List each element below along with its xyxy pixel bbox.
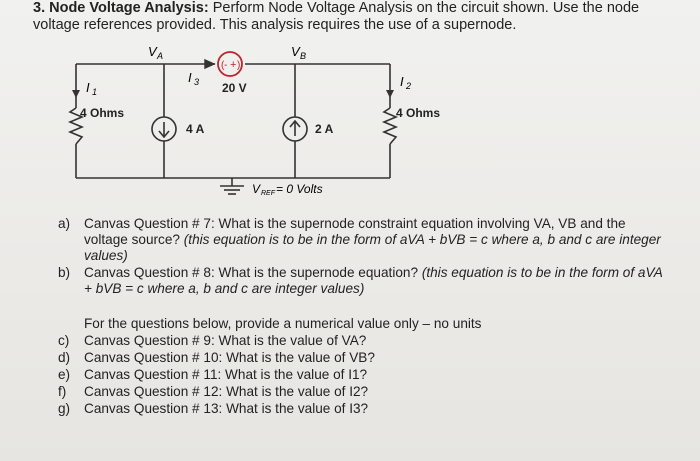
source-voltage: 20 V	[222, 81, 247, 95]
va-sub: A	[157, 51, 164, 61]
vref-sub: REF	[261, 190, 275, 197]
question-e-label: e)	[58, 367, 71, 382]
question-f-text: Canvas Question # 12: What is the value of I2?	[84, 384, 369, 399]
problem-text: Perform Node Voltage Analysis on the circuit shown. Use the node voltage references provided. This analysis requires the use of a supernode.	[33, 0, 640, 33]
i3-sub: 3	[194, 77, 200, 87]
question-a-label: a)	[58, 216, 71, 231]
question-c-label: c)	[58, 333, 70, 348]
question-c	[58, 333, 366, 349]
question-b	[58, 265, 678, 297]
r-left-label: 4 Ohms	[80, 106, 125, 120]
svg-text:-: -	[224, 60, 228, 71]
question-c-text: Canvas Question # 9: What is the value of VA?	[84, 333, 367, 348]
svg-text:(: (	[221, 60, 225, 71]
question-e-text: Canvas Question # 11: What is the value of I1?	[84, 367, 368, 382]
problem-title: Node Voltage Analysis:	[49, 0, 209, 16]
question-g-label: g)	[58, 401, 71, 416]
cs-right-label: 2 A	[315, 122, 334, 136]
svg-text:): )	[237, 60, 241, 71]
question-b-label: b)	[58, 265, 71, 280]
vref-label: V	[252, 182, 261, 196]
circuit-diagram	[0, 0, 700, 220]
vb-label: V	[291, 44, 300, 59]
instruction-text: For the questions below, provide a numerical value only – no units	[84, 316, 482, 331]
i1-sub: 1	[92, 87, 98, 97]
question-g-text: Canvas Question # 13: What is the value of I3?	[84, 401, 369, 416]
question-a-rest: A, VB and the voltage source?	[84, 216, 626, 247]
r-right-label: 4 Ohms	[396, 106, 441, 120]
question-a	[58, 216, 678, 264]
va-label: V	[148, 44, 157, 59]
question-d-text: Canvas Question # 10: What is the value of VB?	[84, 350, 375, 365]
vb-sub: B	[300, 51, 307, 61]
question-a-text: Canvas Question # 7: What is the supernode constraint equation involving V	[84, 216, 542, 231]
i3-label: I	[188, 70, 192, 85]
question-a-note: (this equation is to be in the form of aVA + bVB = c where a, b and c are integer values)	[84, 232, 661, 263]
question-b-note: (this equation is to be in the form of aVA + bVB = c where a, b and c are integer values)	[84, 265, 663, 296]
cs-left-label: 4 A	[186, 122, 205, 136]
i2-sub: 2	[406, 81, 412, 91]
question-d-label: d)	[58, 350, 71, 365]
i2-label: I	[400, 74, 404, 89]
question-d	[58, 350, 375, 366]
vref-value: = 0 Volts	[276, 182, 323, 196]
problem-number: 3.	[33, 0, 46, 16]
question-b-text: Canvas Question # 8: What is the supernode equation?	[84, 265, 419, 280]
svg-text:+: +	[230, 59, 237, 71]
i1-label: I	[86, 80, 90, 95]
question-f	[58, 384, 368, 400]
question-g	[58, 401, 368, 417]
question-e	[58, 367, 367, 383]
question-f-label: f)	[58, 384, 67, 399]
